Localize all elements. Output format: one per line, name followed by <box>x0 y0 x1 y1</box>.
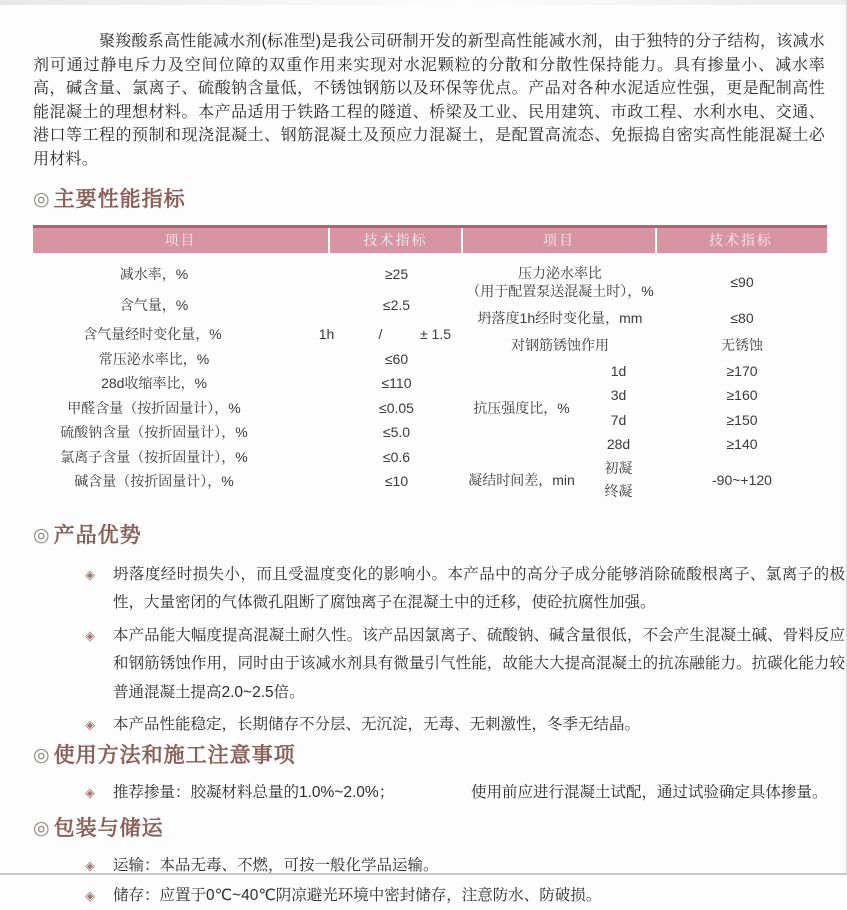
section-marker-icon: ◎ <box>33 188 50 210</box>
row-label: 硫酸钠含量（按折固量计），% <box>60 424 248 441</box>
list-item <box>33 852 845 881</box>
table-rowgroup-setting-time <box>463 457 827 504</box>
row-value: ≤80 <box>730 310 754 327</box>
diamond-bullet-icon: ◈ <box>85 717 95 733</box>
diamond-bullet-icon: ◈ <box>85 887 95 903</box>
table-row <box>33 445 463 470</box>
row-value: ≤5.0 <box>382 424 411 441</box>
row-label: 对钢筋锈蚀作用 <box>511 337 609 354</box>
row-value: ≤2.5 <box>382 297 411 314</box>
table-row <box>33 347 463 372</box>
list-item-text: 坍落度经时损失小，而且受温度变化的影响小。本产品中的高分子成分能够消除硫酸根离子、氯离子的极性，大量密闭的气体微孔阻断了腐蚀离子在混凝土中的迁移，使砼抗腐性加强。 <box>113 565 845 612</box>
table-row <box>463 332 827 359</box>
list-item-text: 储存：应置于0℃~40℃阴凉避光环境中密封储存，注意防水、防破损。 <box>113 886 602 904</box>
table-row <box>33 469 463 494</box>
row-label: 含气量经时变化量，% <box>83 325 222 342</box>
section-heading-packaging <box>33 817 824 841</box>
section-marker-icon: ◎ <box>33 524 50 546</box>
row-value: ≤0.05 <box>379 399 414 416</box>
row-value: ≥160 <box>726 387 758 404</box>
row-label: 甲醛含量（按折固量计），% <box>67 399 241 416</box>
row-label: 坍落度1h经时变化量，mm <box>477 310 643 327</box>
table-left-half <box>33 259 463 504</box>
table-header-cell: 项目 <box>463 228 657 253</box>
row-label: 减水率，% <box>119 266 189 283</box>
table-row <box>33 420 463 445</box>
usage-note-text: 使用前应进行混凝土试配，通过试验确定具体掺量。 <box>471 783 828 801</box>
row-value: ≤60 <box>384 350 409 367</box>
table-rowgroup-strength <box>463 359 827 457</box>
row-value: ≥150 <box>726 411 758 428</box>
row-value: ≤10 <box>384 473 409 490</box>
row-sub-label: 1d <box>610 362 627 379</box>
table-row <box>463 259 827 305</box>
diamond-bullet-icon: ◈ <box>85 566 95 582</box>
row-sub-label: 28d <box>606 436 631 453</box>
row-value: -90~+120 <box>712 472 772 489</box>
list-item-text: 本产品能大幅度提高混凝土耐久性。该产品因氯离子、硫酸钠、碱含量很低，不会产生混凝土碱、骨料反应和钢筋锈蚀作用，同时由于该减水剂具有微量引气性能，故能大大提高混凝土的抗冻融能力。抗碳化能力较普通混凝土提高2.0~2.5倍。 <box>113 626 845 701</box>
row-sub-label: 7d <box>610 411 627 428</box>
dosage-text: 推荐掺量：胶凝材料总量的1.0%~2.0%； <box>113 783 395 801</box>
list-item <box>33 561 845 618</box>
row-sub-label: 初凝 <box>604 460 633 477</box>
list-item-text: 运输：本品无毒、不燃，可按一般化学品运输。 <box>113 857 439 875</box>
rowgroup-rows <box>580 457 657 503</box>
row-value: ± 1.5 <box>419 325 452 342</box>
table-row <box>33 290 463 321</box>
row-value: ≤90 <box>730 273 754 290</box>
row-label: 氯离子含量（按折固量计），% <box>60 448 248 465</box>
list-item-text: 本产品性能稳定，长期储存不分层、无沉淀，无毒、无刺激性，冬季无结晶。 <box>113 716 641 734</box>
section-title: 包装与储运 <box>53 817 164 841</box>
section-heading-advantages <box>33 524 824 548</box>
table-row <box>33 396 463 421</box>
row-value: ≥25 <box>384 266 409 283</box>
table-header-cell: 技术指标 <box>709 231 773 248</box>
row-label-line: （用于配置泵送混凝土时），% <box>466 282 654 299</box>
row-value: ≥140 <box>726 436 758 453</box>
row-value: 无锈蚀 <box>721 337 763 354</box>
section-marker-icon: ◎ <box>33 744 50 766</box>
row-label: 含气量，% <box>119 297 189 314</box>
row-value: ≤0.6 <box>382 448 411 465</box>
usage-list <box>33 779 828 808</box>
table-right-half <box>463 259 827 504</box>
table-header-cell: 项目 <box>33 228 330 253</box>
table-row <box>33 371 463 396</box>
advantages-list <box>33 561 845 740</box>
row-value: ≥170 <box>726 362 758 379</box>
list-item <box>33 882 845 910</box>
row-label <box>463 264 657 300</box>
table-row <box>580 408 827 433</box>
rowgroup-rows <box>580 359 827 457</box>
packaging-list <box>33 852 824 910</box>
row-label: 常压泌水率比，% <box>98 350 210 367</box>
intro-paragraph: 聚羧酸系高性能减水剂(标准型)是我公司研制开发的新型高性能减水剂，由于独特的分子结构，该减水剂可通过静电斥力及空间位障的双重作用来实现对水泥颗粒的分散和分散性保持能力。具有掺量小、减水率高，碱含量、氯离子、硫酸钠含量低，不锈蚀钢筋以及环保等优点。产品对各种水泥适应性强，更是配制高性能混凝土的理想材料。本产品适用于铁路工程的隧道、桥梁及工业、民用建筑、市政工程、水利水电、交通、港口等工程的预制和现浇混凝土、钢筋混凝土及预应力混凝土，是配置高流态、免振捣自密实高性能混凝土必用材料。 <box>33 33 825 168</box>
row-sub-label: / <box>378 325 383 342</box>
list-item-text <box>113 779 845 808</box>
diamond-bullet-icon: ◈ <box>85 627 95 643</box>
table-header-row <box>33 225 827 253</box>
scan-edge-artifact <box>0 0 846 5</box>
table-row <box>580 359 827 384</box>
row-sub-label: 终凝 <box>604 483 633 500</box>
row-sub-label: 1h <box>318 325 335 342</box>
rowgroup-label: 抗压强度比，% <box>473 399 570 416</box>
section-title: 使用方法和施工注意事项 <box>53 743 296 767</box>
row-sub-label: 3d <box>610 387 627 404</box>
table-row <box>463 305 827 332</box>
table-row <box>580 432 827 457</box>
table-body <box>33 253 827 504</box>
section-marker-icon: ◎ <box>33 818 50 840</box>
row-label: 28d收缩率比，% <box>101 375 207 392</box>
diamond-bullet-icon: ◈ <box>85 858 95 874</box>
rowgroup-label: 凝结时间差，min <box>468 472 575 489</box>
row-label: 碱含量（按折固量计），% <box>74 473 234 490</box>
table-row <box>33 321 463 347</box>
table-row <box>580 383 827 408</box>
row-label-line: 压力泌水率比 <box>518 264 602 281</box>
section-title: 产品优势 <box>53 523 142 547</box>
performance-table <box>33 225 827 504</box>
table-row <box>33 259 463 290</box>
section-title: 主要性能指标 <box>53 187 186 211</box>
list-item <box>33 711 845 740</box>
section-heading-usage <box>33 744 824 768</box>
list-item <box>33 779 845 808</box>
list-item <box>33 622 845 708</box>
table-header-cell: 技术指标 <box>330 228 463 253</box>
row-value: ≤110 <box>381 375 412 392</box>
section-heading-performance <box>33 188 824 212</box>
diamond-bullet-icon: ◈ <box>85 784 95 800</box>
